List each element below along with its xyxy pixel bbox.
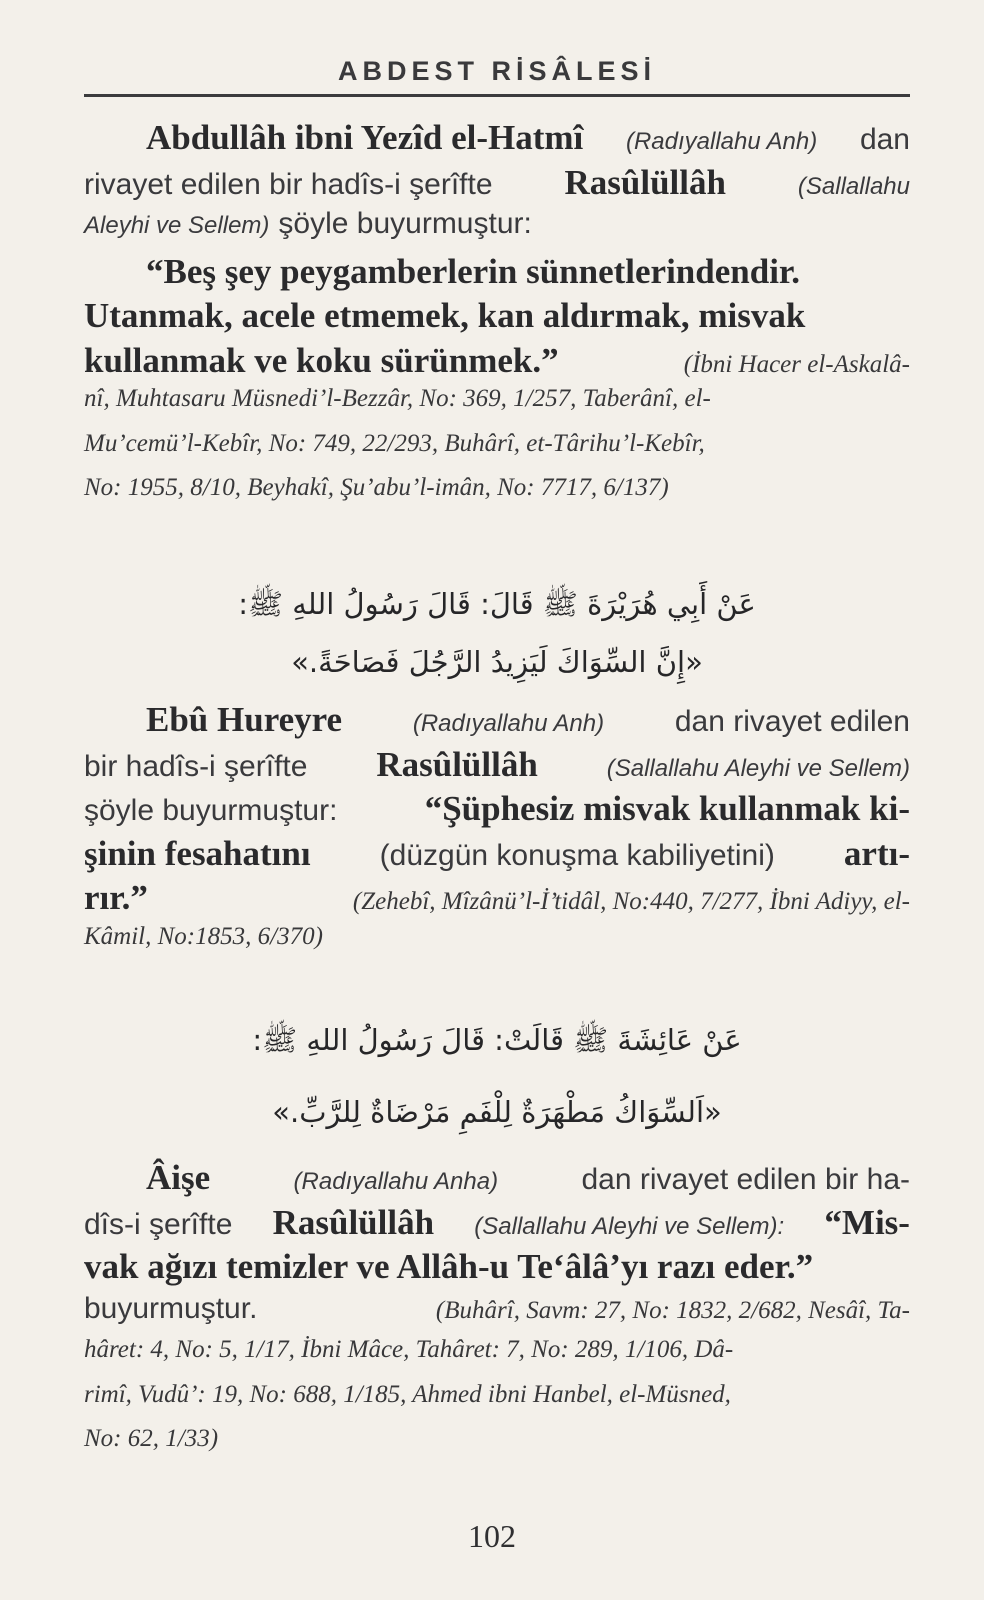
- quote-line: “Beş şey peygamberlerin sünnetlerindendir.: [146, 251, 800, 291]
- text-line: şinin fesahatını (düzgün konuşma kabiliyetini) artı-: [84, 833, 910, 873]
- citation-line: No: 1955, 8/10, Beyhakî, Şu’abu’l-imân, No: 7717, 6/137): [84, 474, 669, 501]
- arabic-text-line: عَنْ أَبِي هُرَيْرَةَ ﷺ قَالَ: قَالَ رَسُولُ اللهِ ﷺ:: [238, 587, 756, 621]
- hadith-paragraph-1: [84, 118, 910, 519]
- text-line: Ebû Hureyre (Radıyallahu Anh) dan rivayet edilen: [146, 700, 910, 739]
- text-line: kullanmak ve koku sürünmek.” (İbni Hacer el-Askalâ-: [84, 340, 910, 380]
- text-line: dîs-i şerîfte Rasûlüllâh (Sallallahu Aleyhi ve Sellem): “Mis-: [84, 1202, 910, 1242]
- text-line: bir hadîs-i şerîfte Rasûlüllâh (Sallallahu Aleyhi ve Sellem): [84, 744, 910, 784]
- citation-line: hâret: 4, No: 5, 1/17, İbni Mâce, Tahâret: 7, No: 289, 1/106, Dâ-: [84, 1336, 734, 1363]
- arabic-text-line: «إِنَّ السِّوَاكَ لَيَزِيدُ الرَّجُلَ فَصَاحَةً.»: [291, 645, 703, 679]
- quote-line: vak ağızı temizler ve Allâh-u Te‘âlâ’yı razı eder.”: [84, 1247, 814, 1286]
- arabic-text-line: «اَلسِّوَاكُ مَطْهَرَةٌ لِلْفَمِ مَرْضَاةٌ لِلرَّبِّ.»: [272, 1095, 722, 1129]
- hadith-paragraph-3: [84, 1158, 910, 1470]
- text-line: şöyle buyurmuştur: “Şüphesiz misvak kullanmak ki-: [84, 789, 910, 828]
- citation-line: Mu’cemü’l-Kebîr, No: 749, 22/293, Buhârî, et-Târihu’l-Kebîr,: [84, 429, 705, 457]
- page-number: 102: [468, 1518, 516, 1554]
- citation-line: No: 62, 1/33): [84, 1425, 219, 1452]
- header-rule: [84, 94, 910, 97]
- running-header: ABDEST RİSÂLESİ: [337, 56, 657, 86]
- text-line: rivayet edilen bir hadîs-i şerîfte Rasûlüllâh (Sallallahu: [84, 162, 910, 202]
- text-line: Aleyhi ve Sellem) şöyle buyurmuştur:: [84, 207, 532, 240]
- text-line: Âişe (Radıyallahu Anha) dan rivayet edilen bir ha-: [146, 1158, 910, 1197]
- hadith-paragraph-2: [84, 700, 910, 967]
- text-line: rır.” (Zehebî, Mîzânü’l-İ’tidâl, No:440, 7/277, İbni Adiyy, el-: [84, 878, 910, 917]
- text-line: Abdullâh ibni Yezîd el-Hatmî (Radıyallahu Anh) dan: [146, 118, 910, 157]
- text-line: buyurmuştur. (Buhârî, Savm: 27, No: 1832, 2/682, Nesâî, Ta-: [84, 1291, 910, 1325]
- citation-line: Kâmil, No:1853, 6/370): [84, 922, 323, 950]
- quote-line: Utanmak, acele etmemek, kan aldırmak, misvak: [84, 296, 806, 335]
- citation-line: nî, Muhtasaru Müsnedi’l-Bezzâr, No: 369, 1/257, Taberânî, el-: [84, 385, 711, 412]
- citation-line: rimî, Vudû’: 19, No: 688, 1/185, Ahmed ibni Hanbel, el-Müsned,: [84, 1380, 731, 1408]
- arabic-text-line: عَنْ عَائِشَةَ ﷺ قَالَتْ: قَالَ رَسُولُ اللهِ ﷺ:: [252, 1023, 742, 1057]
